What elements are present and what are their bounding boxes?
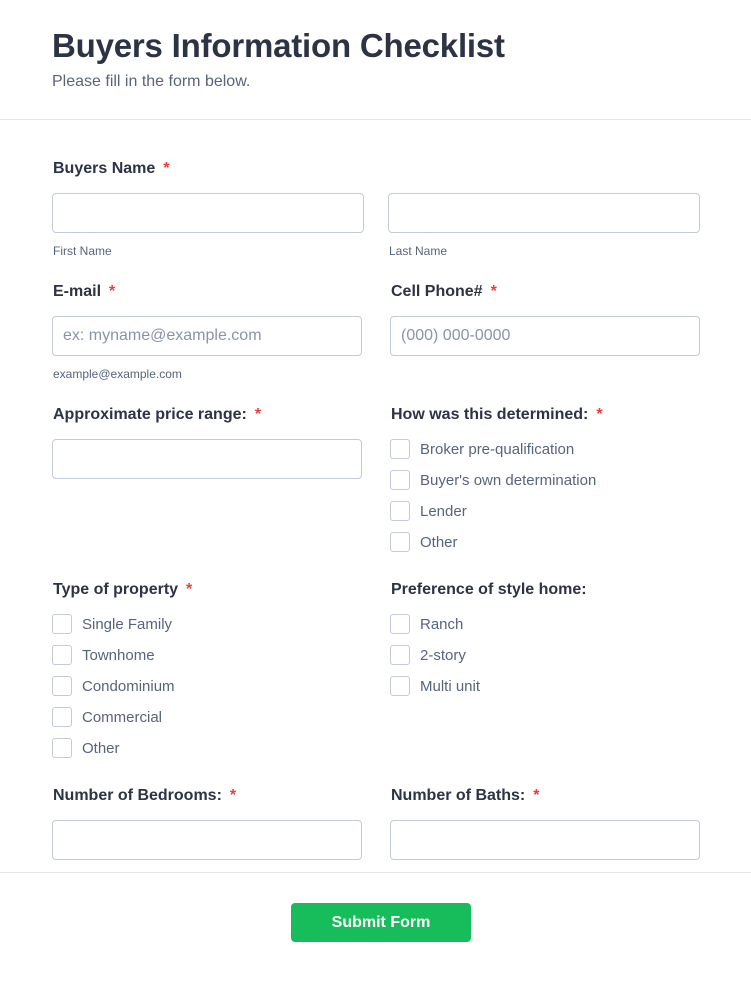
required-marker: * [533, 787, 540, 804]
style-home-label-text: Preference of style home: [391, 581, 587, 598]
property-option-commercial[interactable] [52, 706, 162, 728]
price-range-label-text: Approximate price range: [53, 406, 247, 423]
determined-option-buyer[interactable] [390, 469, 596, 491]
checkbox[interactable] [52, 645, 72, 665]
checkbox[interactable] [390, 676, 410, 696]
property-type-label-text: Type of property [53, 581, 179, 598]
checkbox[interactable] [390, 645, 410, 665]
email-sublabel: example@example.com [53, 367, 182, 381]
cell-phone-input[interactable] [390, 316, 700, 356]
option-label: Other [420, 533, 458, 551]
checkbox[interactable] [390, 532, 410, 552]
baths-label [391, 787, 539, 805]
determined-option-other[interactable] [390, 531, 458, 553]
baths-input[interactable] [390, 820, 700, 860]
option-label: Lender [420, 502, 467, 520]
required-marker: * [254, 406, 262, 423]
option-label: Condominium [82, 677, 175, 695]
style-option-ranch[interactable] [390, 613, 463, 635]
option-label: 2-story [420, 646, 466, 664]
option-label: Single Family [82, 615, 173, 633]
determined-label [391, 406, 603, 424]
page-title: Buyers Information Checklist [52, 27, 505, 64]
email-field[interactable] [52, 316, 362, 356]
required-marker: * [596, 406, 603, 423]
determined-label-text: How was this determined: [391, 406, 589, 423]
property-option-condominium[interactable] [52, 675, 175, 697]
option-label: Other [82, 739, 120, 757]
checkbox[interactable] [390, 614, 410, 634]
option-label: Commercial [82, 708, 163, 726]
email-label [53, 283, 115, 301]
determined-option-lender[interactable] [390, 500, 467, 522]
option-label: Buyer's own determination [420, 471, 597, 489]
determined-option-broker[interactable] [390, 438, 574, 460]
property-option-townhome[interactable] [52, 644, 155, 666]
price-range-label [53, 406, 261, 424]
checkbox[interactable] [390, 501, 410, 521]
buyers-name-label [53, 160, 170, 178]
form-header [0, 0, 751, 120]
style-home-label [391, 581, 587, 599]
property-type-label [53, 581, 192, 599]
required-marker: * [163, 160, 170, 177]
option-label: Townhome [82, 646, 155, 664]
submit-button[interactable]: Submit Form [291, 903, 471, 942]
option-label: Ranch [420, 615, 464, 633]
first-name-input[interactable] [52, 193, 364, 233]
property-option-single-family[interactable] [52, 613, 172, 635]
required-marker: * [109, 283, 116, 300]
option-label: Broker pre-qualification [420, 440, 575, 458]
checkbox[interactable] [52, 707, 72, 727]
checkbox[interactable] [52, 738, 72, 758]
required-marker: * [186, 581, 193, 598]
baths-label-text: Number of Baths: [391, 787, 526, 804]
checkbox[interactable] [52, 676, 72, 696]
required-marker: * [490, 283, 497, 300]
buyers-name-label-text: Buyers Name [53, 160, 156, 177]
bedrooms-label-text: Number of Bedrooms: [53, 787, 222, 804]
style-option-2-story[interactable] [390, 644, 466, 666]
cell-phone-label [391, 283, 497, 301]
bedrooms-label [53, 787, 236, 805]
checkbox[interactable] [390, 470, 410, 490]
property-option-other[interactable] [52, 737, 120, 759]
required-marker: * [229, 787, 237, 804]
first-name-sublabel: First Name [53, 244, 112, 258]
checkbox[interactable] [390, 439, 410, 459]
checkbox[interactable] [52, 614, 72, 634]
last-name-sublabel: Last Name [389, 244, 448, 258]
option-label: Multi unit [420, 677, 481, 695]
email-label-text: E-mail [53, 283, 102, 300]
bedrooms-input[interactable] [52, 820, 362, 860]
style-option-multi-unit[interactable] [390, 675, 480, 697]
cell-phone-label-text: Cell Phone# [391, 283, 483, 300]
page-subtitle: Please fill in the form below. [52, 73, 251, 90]
last-name-input[interactable] [388, 193, 700, 233]
price-range-input[interactable] [52, 439, 362, 479]
